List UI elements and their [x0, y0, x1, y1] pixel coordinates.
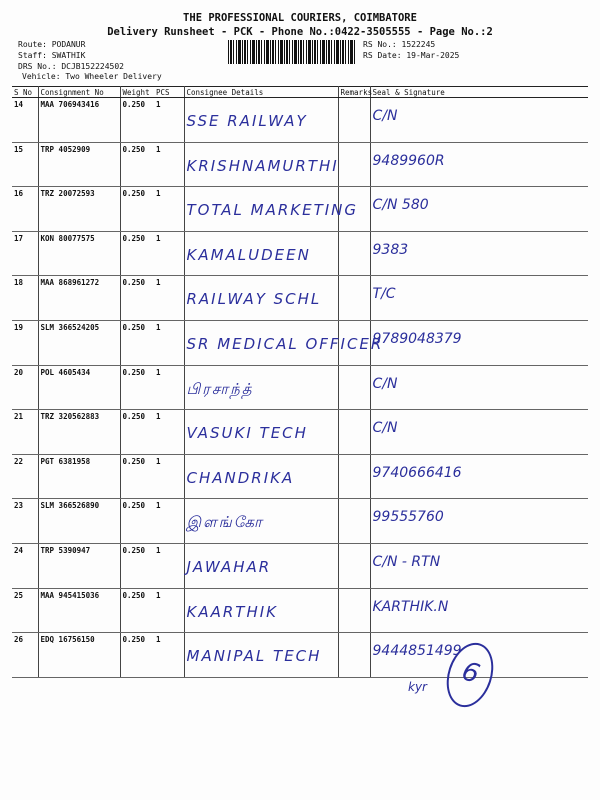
cell-pcs: 1 — [154, 320, 184, 365]
cell-signature — [370, 543, 588, 588]
cell-signature — [370, 365, 588, 410]
cell-consignee — [184, 365, 338, 410]
cell-weight: 0.250 — [120, 98, 154, 143]
handwritten-signature: 9489960R — [372, 152, 445, 169]
cell-consignee — [184, 142, 338, 187]
cell-consignment: SLM 366524205 — [38, 320, 120, 365]
cell-remarks — [338, 633, 370, 678]
cell-consignment: PGT 6381958 — [38, 454, 120, 499]
table-row — [12, 320, 588, 365]
cell-signature — [370, 454, 588, 499]
cell-signature — [370, 320, 588, 365]
cell-consignee — [184, 588, 338, 633]
handwritten-signature: 9383 — [372, 241, 409, 258]
cell-consignment: TRP 4052909 — [38, 142, 120, 187]
handwritten-signature: C/N - RTN — [372, 553, 441, 570]
company-title: THE PROFESSIONAL COURIERS, COIMBATORE — [183, 12, 417, 24]
cell-signature — [370, 499, 588, 544]
table-row — [12, 365, 588, 410]
route-label: Route: PODANUR — [18, 40, 86, 49]
cell-consignment: TRZ 20072593 — [38, 187, 120, 232]
cell-weight: 0.250 — [120, 187, 154, 232]
cell-remarks — [338, 142, 370, 187]
cell-consignment: POL 4605434 — [38, 365, 120, 410]
handwritten-signature: C/N 580 — [372, 197, 429, 214]
cell-consignment: EDQ 16756150 — [38, 633, 120, 678]
handwritten-signature: 9789048379 — [372, 330, 462, 347]
cell-consignee — [184, 410, 338, 455]
handwritten-consignee: CHANDRIKA — [186, 468, 295, 487]
cell-sno: 25 — [12, 588, 38, 633]
table-row — [12, 231, 588, 276]
cell-sno: 18 — [12, 276, 38, 321]
runsheet-table — [12, 86, 588, 678]
cell-consignment: TRZ 320562883 — [38, 410, 120, 455]
runsheet-subtitle: Delivery Runsheet - PCK - Phone No.:0422-3505555 - Page No.:2 — [107, 26, 493, 38]
cell-weight: 0.250 — [120, 454, 154, 499]
cell-pcs: 1 — [154, 454, 184, 499]
cell-weight: 0.250 — [120, 543, 154, 588]
cell-remarks — [338, 454, 370, 499]
col-sno: S No — [12, 87, 38, 98]
table-row — [12, 276, 588, 321]
col-consignee: Consignee Details — [184, 87, 338, 98]
handwritten-signature: 9444851499 — [372, 643, 462, 660]
handwritten-signature: T/C — [372, 286, 396, 303]
cell-signature — [370, 142, 588, 187]
handwritten-initials: kyr — [408, 680, 427, 694]
cell-remarks — [338, 365, 370, 410]
col-weight: Weight — [120, 87, 154, 98]
cell-pcs: 1 — [154, 633, 184, 678]
cell-consignment: KON 80077575 — [38, 231, 120, 276]
cell-consignee — [184, 543, 338, 588]
cell-sno: 26 — [12, 633, 38, 678]
cell-consignment: MAA 945415036 — [38, 588, 120, 633]
circle-mark-number: 6 — [458, 656, 484, 690]
col-remarks: Remarks — [338, 87, 370, 98]
rs-date: RS Date: 19-Mar-2025 — [363, 51, 460, 60]
col-signature: Seal & Signature — [370, 87, 588, 98]
cell-weight: 0.250 — [120, 499, 154, 544]
handwritten-signature: KARTHIK.N — [372, 598, 449, 615]
cell-pcs: 1 — [154, 142, 184, 187]
cell-consignment: TRP 5390947 — [38, 543, 120, 588]
cell-pcs: 1 — [154, 499, 184, 544]
handwritten-consignee: KAARTHIK — [186, 602, 278, 621]
cell-sno: 15 — [12, 142, 38, 187]
cell-pcs: 1 — [154, 410, 184, 455]
cell-pcs: 1 — [154, 231, 184, 276]
cell-remarks — [338, 410, 370, 455]
handwritten-consignee: TOTAL MARKETING — [186, 201, 359, 220]
cell-consignee — [184, 231, 338, 276]
cell-weight: 0.250 — [120, 410, 154, 455]
table-row — [12, 633, 588, 678]
cell-consignee — [184, 98, 338, 143]
drs-number: DRS No.: DCJB152224502 — [18, 62, 124, 71]
cell-weight: 0.250 — [120, 633, 154, 678]
cell-weight: 0.250 — [120, 276, 154, 321]
cell-consignee — [184, 633, 338, 678]
staff-label: Staff: SWATHIK — [18, 51, 86, 60]
cell-remarks — [338, 276, 370, 321]
handwritten-consignee: SSE RAILWAY — [186, 112, 308, 130]
cell-sno: 20 — [12, 365, 38, 410]
handwritten-consignee: VASUKI TECH — [186, 424, 308, 443]
cell-pcs: 1 — [154, 365, 184, 410]
table-row — [12, 410, 588, 455]
cell-weight: 0.250 — [120, 142, 154, 187]
cell-weight: 0.250 — [120, 231, 154, 276]
cell-sno: 23 — [12, 499, 38, 544]
table-row — [12, 142, 588, 187]
cell-weight: 0.250 — [120, 588, 154, 633]
cell-sno: 19 — [12, 320, 38, 365]
cell-consignee — [184, 499, 338, 544]
vehicle-label: Vehicle: Two Wheeler Delivery — [22, 72, 162, 81]
cell-consignee — [184, 276, 338, 321]
cell-sno: 24 — [12, 543, 38, 588]
cell-consignment: MAA 868961272 — [38, 276, 120, 321]
handwritten-signature: C/N — [372, 108, 398, 124]
cell-consignee — [184, 320, 384, 365]
cell-consignment: MAA 706943416 — [38, 98, 120, 143]
cell-pcs: 1 — [154, 588, 184, 633]
handwritten-consignee: KAMALUDEEN — [186, 245, 311, 264]
cell-pcs: 1 — [154, 276, 184, 321]
handwritten-signature: C/N — [372, 420, 398, 437]
cell-remarks — [338, 231, 370, 276]
table-row — [12, 499, 588, 544]
cell-signature — [370, 410, 588, 455]
handwritten-consignee: இளங்கோ — [186, 513, 264, 532]
col-consignment: Consignment No — [38, 87, 120, 98]
cell-signature — [370, 276, 588, 321]
cell-sno: 22 — [12, 454, 38, 499]
cell-signature — [370, 588, 588, 633]
cell-signature — [370, 231, 588, 276]
handwritten-signature: 99555760 — [372, 509, 444, 526]
cell-sno: 17 — [12, 231, 38, 276]
col-pcs: PCS — [154, 87, 184, 98]
cell-sno: 14 — [12, 98, 38, 143]
cell-sno: 21 — [12, 410, 38, 455]
handwritten-consignee: JAWAHAR — [186, 557, 272, 576]
table-row — [12, 98, 588, 143]
handwritten-consignee: பிரசாந்த் — [186, 379, 254, 398]
cell-pcs: 1 — [154, 187, 184, 232]
table-row — [12, 454, 588, 499]
rs-number: RS No.: 1522245 — [363, 40, 436, 49]
cell-weight: 0.250 — [120, 320, 154, 365]
cell-remarks — [338, 499, 370, 544]
handwritten-consignee: SR MEDICAL OFFICER — [186, 334, 384, 353]
cell-sno: 16 — [12, 187, 38, 232]
handwritten-consignee: RAILWAY SCHL — [186, 290, 322, 309]
table-header-row — [12, 87, 588, 98]
cell-remarks — [338, 543, 370, 588]
cell-weight: 0.250 — [120, 365, 154, 410]
cell-consignment: SLM 366526890 — [38, 499, 120, 544]
cell-consignee — [184, 454, 338, 499]
handwritten-signature: C/N — [372, 375, 398, 392]
cell-remarks — [338, 98, 370, 143]
cell-signature — [370, 187, 588, 232]
cell-pcs: 1 — [154, 543, 184, 588]
handwritten-consignee: KRISHNAMURTHI — [186, 156, 339, 175]
cell-signature — [370, 98, 588, 143]
table-row — [12, 588, 588, 633]
table-row — [12, 543, 588, 588]
cell-consignee — [184, 187, 359, 232]
barcode — [228, 40, 356, 64]
handwritten-signature: 9740666416 — [372, 464, 462, 481]
cell-pcs: 1 — [154, 98, 184, 143]
table-row — [12, 187, 588, 232]
handwritten-consignee: MANIPAL TECH — [186, 647, 322, 666]
cell-remarks — [338, 588, 370, 633]
